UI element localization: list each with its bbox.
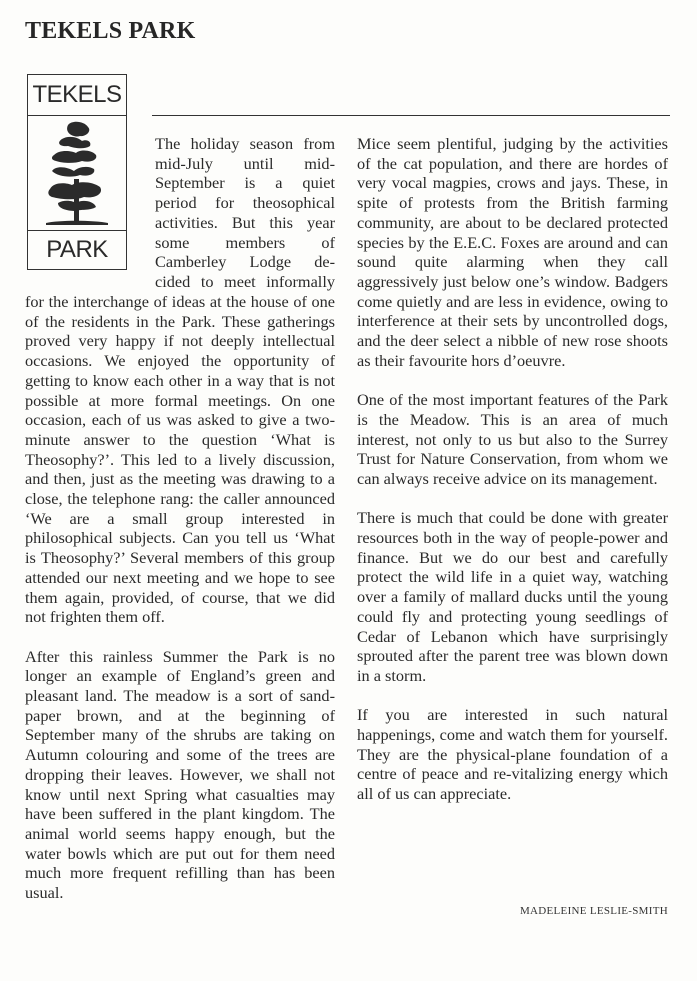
paragraph-intro-continued: for the interchange of ideas at the house of one of the residents in the Park. These gatherings proved very happy if not deeply intellectual occasions. We enjoyed the opportunity of getting to know each other in a way that is not possible at more formal meetings. On one occasion, each of us was asked to give a two-minute answer to the question ‘What is Theosophy?’. This led to a lively discussion, and then, just as the meeting was drawing to a close, the telephone rang: the caller announced ‘We are a small group interested in philosophical subjects. Can you tell us ‘What is Theosophy?’ Several members of this group attended our next meeting and we hope to see them again, provided, of course, that we did not frighten them off. xyxy=(25,292,335,627)
paragraph-2: After this rainless Summer the Park is no longer an example of England’s green and pleasant land. The meadow is a sort of sand-paper brown, and at the beginning of September many of the shrubs are taking on Autumn colouring and some of the trees are dropping their leaves. However, we shall not know until next Spring what casualties may have been suffered in the plant kingdom. The animal world seems happy enough, but the water bowls which are put out for them need much more frequent refilling than has been usual. xyxy=(25,646,335,903)
intro-line: Camberley Lodge de- xyxy=(155,252,335,272)
paragraph-6: If you are interested in such natural happenings, come and watch them for yourself. They are the physical-plane foundation of a centre of peace and re-vitalizing energy which all of us can appreciate. xyxy=(357,705,668,804)
left-column xyxy=(25,292,335,922)
intro-line: activities. But this year xyxy=(155,212,335,232)
intro-last-line-wrap xyxy=(155,272,335,292)
intro-line: cided to meet informally xyxy=(155,272,335,291)
intro-line: period for theosophical xyxy=(155,193,335,213)
right-column xyxy=(357,134,668,824)
article-title: TEKELS PARK xyxy=(25,18,196,44)
paragraph-3: Mice seem plentiful, judging by the activities of the cat population, and there are hordes of very vocal magpies, crows and jays. These, in spite of protests from the British farming community, are about to be declared protected species by the E.E.C. Foxes are around and can sound quite alarming when they call aggressively just below one’s window. Badgers come quietly and are less in evidence, owing to interference at their sets by uncontrolled dogs, and the deer select a nibble of new rose shoots as their favourite hors d’oeuvre. xyxy=(357,134,668,370)
intro-line: The holiday season from xyxy=(155,134,335,153)
tekels-park-logo xyxy=(27,74,127,270)
logo-bottom-text: PARK xyxy=(28,230,126,269)
logo-top-text: TEKELS xyxy=(28,75,126,116)
paragraph-4: One of the most important features of the Park is the Meadow. This is an area of much interest, not only to us but also to the Surrey Trust for Nature Conservation, from whom we can always receive advice on its management. xyxy=(357,390,668,488)
author-signature: MADELEINE LESLIE-SMITH xyxy=(519,905,668,917)
intro-lines xyxy=(155,134,335,272)
intro-line: September is a quiet xyxy=(155,173,335,193)
intro-line: mid-July until mid- xyxy=(155,153,335,173)
intro-line: some members of xyxy=(155,232,335,252)
header-rule xyxy=(152,115,670,116)
tree-icon xyxy=(38,119,116,229)
paragraph-5: There is much that could be done with greater resources both in the way of people-power and finance. But we do our best and carefully protect the wild life in a quiet way, watching over a family of mallard ducks until the young could fly and protecting young seedlings of Cedar of Lebanon which have surprisingly sprouted after the parent tree was blown down in a storm. xyxy=(357,508,668,685)
